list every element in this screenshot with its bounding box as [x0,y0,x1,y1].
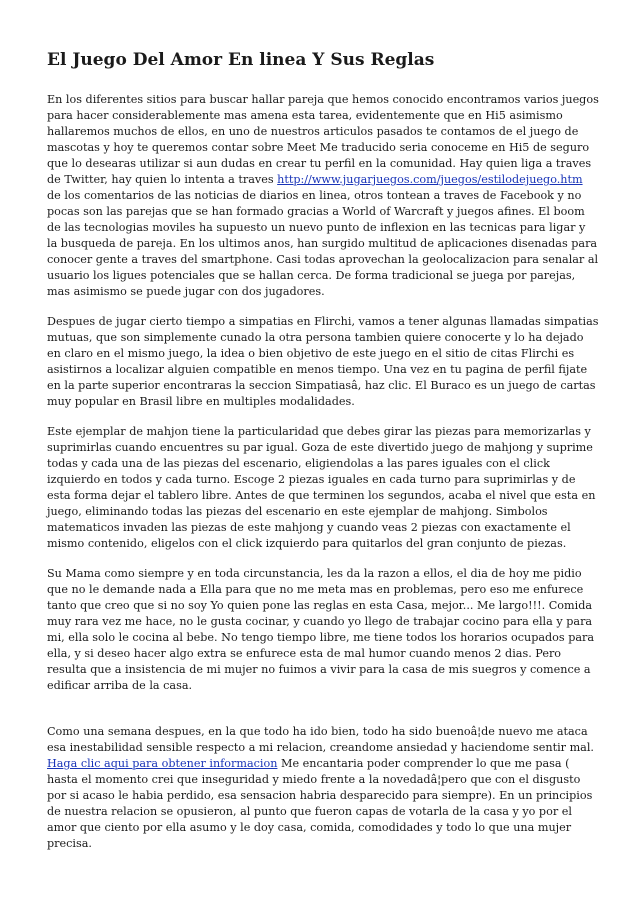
document-page [47,48,599,866]
paragraph-5-text-a: Como una semana despues, en la que todo ha ido bien, todo ha sido buenoâ¦de nuevo me ataca esa inestabilidad sensible respecto a mi relacion, creandome ansiedad y haciendome sentir mal. [47,725,594,754]
paragraph-4: Su Mama como siempre y en toda circunstancia, les da la razon a ellos, el dia de hoy me pidio que no le demande nada a Ella para que no me meta mas en problemas, pero eso me enfurece tanto que creo que si no soy Yo quien pone las reglas en esta Casa, mejor... Me largo!!!. Comida muy rara vez me hace, no le gusta cocinar, y cuando yo llego de trabajar cocino para ella y para mi, ella solo le cocina al bebe. No tengo tiempo libre, me tiene todos los horarios ocupados para ella, y si deseo hacer algo extra se enfurece esta de mal humor cuando menos 2 dias. Pero resulta que a insistencia de mi mujer no fuimos a vivir para la casa de mis suegros y comence a edificar arriba de la casa. [47,567,595,692]
paragraph-2: Despues de jugar cierto tiempo a simpatias en Flirchi, vamos a tener algunas llamadas simpatias mutuas, que son simplemente cunado la otra persona tambien quiere conocerte y lo ha dejado en claro en el mismo juego, la idea o bien objetivo de este juego en el sitio de citas Flirchi es asistirnos a localizar alguien compatible en menos tiempo. Una vez en tu pagina de perfil fijate en la parte superior encontraras la seccion Simpatiasâ, haz clic. El Buraco es un juego de cartas muy popular en Brasil libre en multiples modalidades. [47,315,599,408]
paragraph-5 [47,724,599,852]
paragraph-1-text-b: de los comentarios de las noticias de diarios en linea, otros tontean a traves de Facebook y no pocas son las parejas que se han formado gracias a World of Warcraft y juegos afines. El boom de las tecnologias moviles ha supuesto un nuevo punto de inflexion en las tecnicas para ligar y la busqueda de pareja. En los ultimos anos, han surgido multitud de aplicaciones disenadas para conocer gente a traves del smartphone. Casi todas aprovechan la geolocalizacion para senalar al usuario los ligues potenciales que se hallan cerca. De forma tradicional se juega por parejas, mas asimismo se puede jugar con dos jugadores. [47,189,599,298]
paragraph-1-text-a: En los diferentes sitios para buscar hallar pareja que hemos conocido encontramos varios juegos para hacer considerablemente mas amena esta tarea, evidentemente que en Hi5 asimismo hallaremos muchos de ellos, en uno de nuestros articulos pasados te contamos de el juego de mascotas y hoy te queremos contar sobre Meet Me traducido seria conoceme en Hi5 de seguro que lo desearas utilizar si aun dudas en crear tu perfil en la comunidad. Hay quien liga a traves de Twitter, hay quien lo intenta a traves [47,93,599,186]
paragraph-1 [47,92,599,300]
document-title: El Juego Del Amor En linea Y Sus Reglas [47,50,435,70]
jugarjuegos-link[interactable]: http://www.jugarjuegos.com/juegos/estilodejuego.htm [277,173,583,186]
more-info-link[interactable]: Haga clic aqui para obtener informacion [47,757,278,770]
paragraph-5-text-b: Me encantaria poder comprender lo que me pasa ( hasta el momento crei que inseguridad y miedo frente a la novedadâ¦pero que con el disgusto por si acaso le habia perdido, esa sensacion habria desparecido para siempre). En un principios de nuestra relacion se opusieron, al punto que fueron capas de votarla de la casa y yo por el amor que ciento por ella asumo y le doy casa, comida, comodidades y todo lo que una mujer precisa. [47,757,593,850]
paragraph-3: Este ejemplar de mahjon tiene la particularidad que debes girar las piezas para memorizarlas y suprimirlas cuando encuentres su par igual. Goza de este divertido juego de mahjong y suprime todas y cada una de las piezas del escenario, eligiendolas a las pares iguales con el click izquierdo en todos y cada turno. Escoge 2 piezas iguales en cada turno para suprimirlas y de esta forma dejar el tablero libre. Antes de que terminen los segundos, acaba el nivel que esta en juego, eliminando todas las piezas del escenario en este ejemplar de mahjong. Simbolos matematicos invaden las piezas de este mahjong y cuando veas 2 piezas con exactamente el mismo contenido, eligelos con el click izquierdo para quitarlos del gran conjunto de piezas. [47,425,596,550]
